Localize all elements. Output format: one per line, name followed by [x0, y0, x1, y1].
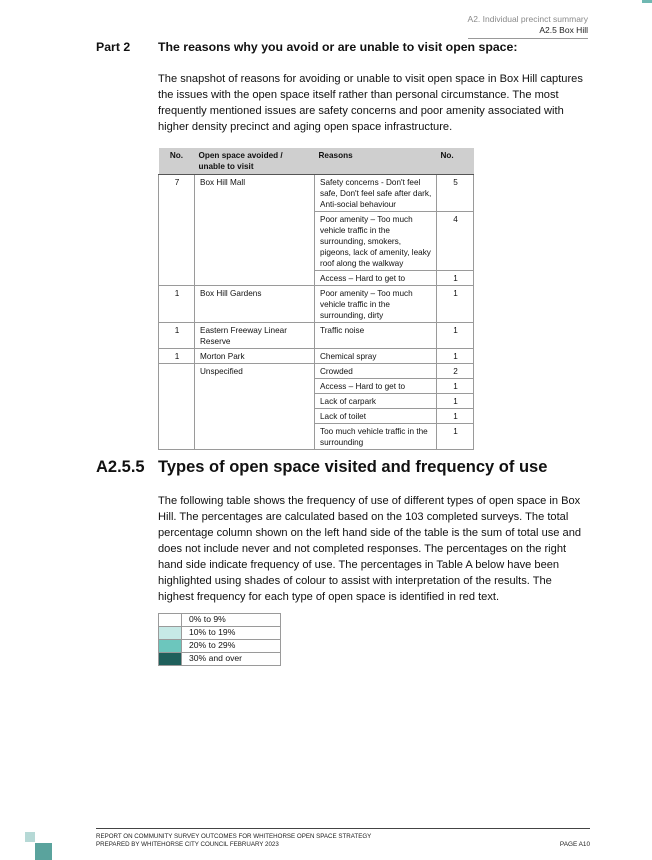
- cell-group-number: 1: [159, 286, 195, 323]
- cell-count: 4: [437, 212, 474, 271]
- reasons-table-body: [159, 175, 474, 450]
- page-number: PAGE A10: [559, 841, 590, 848]
- cell-group-number: 7: [159, 175, 195, 286]
- cell-count: 1: [437, 286, 474, 323]
- footer-prepared-by: PREPARED BY WHITEHORSE CITY COUNCIL FEBRUARY 2023: [96, 841, 279, 848]
- table-row: [159, 286, 474, 323]
- reasons-table-header: [159, 148, 474, 175]
- section-number: A2.5.5: [96, 458, 145, 476]
- cell-open-space: Eastern Freeway Linear Reserve: [195, 323, 315, 349]
- legend-label: 10% to 19%: [182, 627, 281, 640]
- page-footer: [96, 828, 590, 849]
- cell-open-space: Box Hill Mall: [195, 175, 315, 286]
- legend-swatch: [159, 627, 182, 640]
- running-header: [468, 14, 588, 39]
- footer-report-title: REPORT ON COMMUNITY SURVEY OUTCOMES FOR WHITEHORSE OPEN SPACE STRATEGY: [96, 833, 372, 840]
- cell-count: 1: [437, 379, 474, 394]
- cell-reason: Traffic noise: [315, 323, 437, 349]
- part-paragraph: The snapshot of reasons for avoiding or unable to visit open space in Box Hill captures the issues with the open space itself rather than personal circumstance. The most frequently mentioned issues are safety concerns and poor amenity associated with higher density precinct and aging open space infrastructure.: [158, 73, 583, 133]
- legend-swatch: [159, 653, 182, 666]
- header-chapter: A2. Individual precinct summary: [467, 14, 588, 24]
- footer-square-dark: [35, 843, 52, 860]
- part-heading: [96, 40, 517, 54]
- table-row: [159, 364, 474, 379]
- table-row: [159, 349, 474, 364]
- cell-count: 1: [437, 409, 474, 424]
- cell-reason: Lack of carpark: [315, 394, 437, 409]
- cell-group-number: [159, 364, 195, 450]
- cell-count: 1: [437, 424, 474, 450]
- part-number: Part 2: [96, 40, 131, 54]
- legend-label: 30% and over: [182, 653, 281, 666]
- legend-label: 0% to 9%: [182, 614, 281, 627]
- cell-reason: Safety concerns - Don't feel safe, Don't feel safe after dark, Anti-social behaviour: [315, 175, 437, 212]
- header-reasons: Reasons: [315, 148, 437, 175]
- footer-square-light: [25, 832, 35, 842]
- cell-reason: Crowded: [315, 364, 437, 379]
- legend-row: [159, 614, 281, 627]
- cell-count: 1: [437, 323, 474, 349]
- cell-reason: Lack of toilet: [315, 409, 437, 424]
- cell-open-space: Unspecified: [195, 364, 315, 450]
- part-title: The reasons why you avoid or are unable to visit open space:: [158, 40, 518, 54]
- colour-legend: [158, 613, 281, 666]
- cell-reason: Access – Hard to get to: [315, 379, 437, 394]
- cell-open-space: Box Hill Gardens: [195, 286, 315, 323]
- header-section: A2.5 Box Hill: [468, 25, 588, 39]
- cell-count: 1: [437, 394, 474, 409]
- section-title: Types of open space visited and frequency of use: [158, 458, 548, 476]
- legend-row: [159, 653, 281, 666]
- cell-count: 2: [437, 364, 474, 379]
- reasons-table: [158, 148, 474, 450]
- corner-accent: [642, 0, 652, 3]
- legend-row: [159, 640, 281, 653]
- header-no: No.: [159, 148, 195, 175]
- header-open-space: Open space avoided / unable to visit: [195, 148, 315, 175]
- cell-reason: Chemical spray: [315, 349, 437, 364]
- cell-count: 1: [437, 349, 474, 364]
- cell-reason: Poor amenity – Too much vehicle traffic in the surrounding, dirty: [315, 286, 437, 323]
- cell-count: 5: [437, 175, 474, 212]
- header-count: No.: [437, 148, 474, 175]
- legend-label: 20% to 29%: [182, 640, 281, 653]
- table-row: [159, 175, 474, 212]
- section-paragraph: The following table shows the frequency of use of different types of open space in Box Hill. The percentages are calculated based on the 103 completed surveys. The total percentage column shown on the left hand side of the table is the sum of total use and does not include never and not completed responses. The percentages on the right hand side indicate frequency of use. The percentages in Table A below have been highlighted using shades of colour to assist with interpretation of the results. The highest frequency for each type of open space is identified in red text.: [158, 495, 582, 603]
- cell-reason: Access – Hard to get to: [315, 271, 437, 286]
- legend-row: [159, 627, 281, 640]
- legend-swatch: [159, 614, 182, 627]
- table-row: [159, 323, 474, 349]
- cell-open-space: Morton Park: [195, 349, 315, 364]
- section-heading: [96, 458, 547, 477]
- cell-reason: Poor amenity – Too much vehicle traffic in the surrounding, smokers, pigeons, lack of amenity, leaky roof along the walkway: [315, 212, 437, 271]
- cell-group-number: 1: [159, 323, 195, 349]
- cell-count: 1: [437, 271, 474, 286]
- legend-swatch: [159, 640, 182, 653]
- cell-reason: Too much vehicle traffic in the surrounding: [315, 424, 437, 450]
- cell-group-number: 1: [159, 349, 195, 364]
